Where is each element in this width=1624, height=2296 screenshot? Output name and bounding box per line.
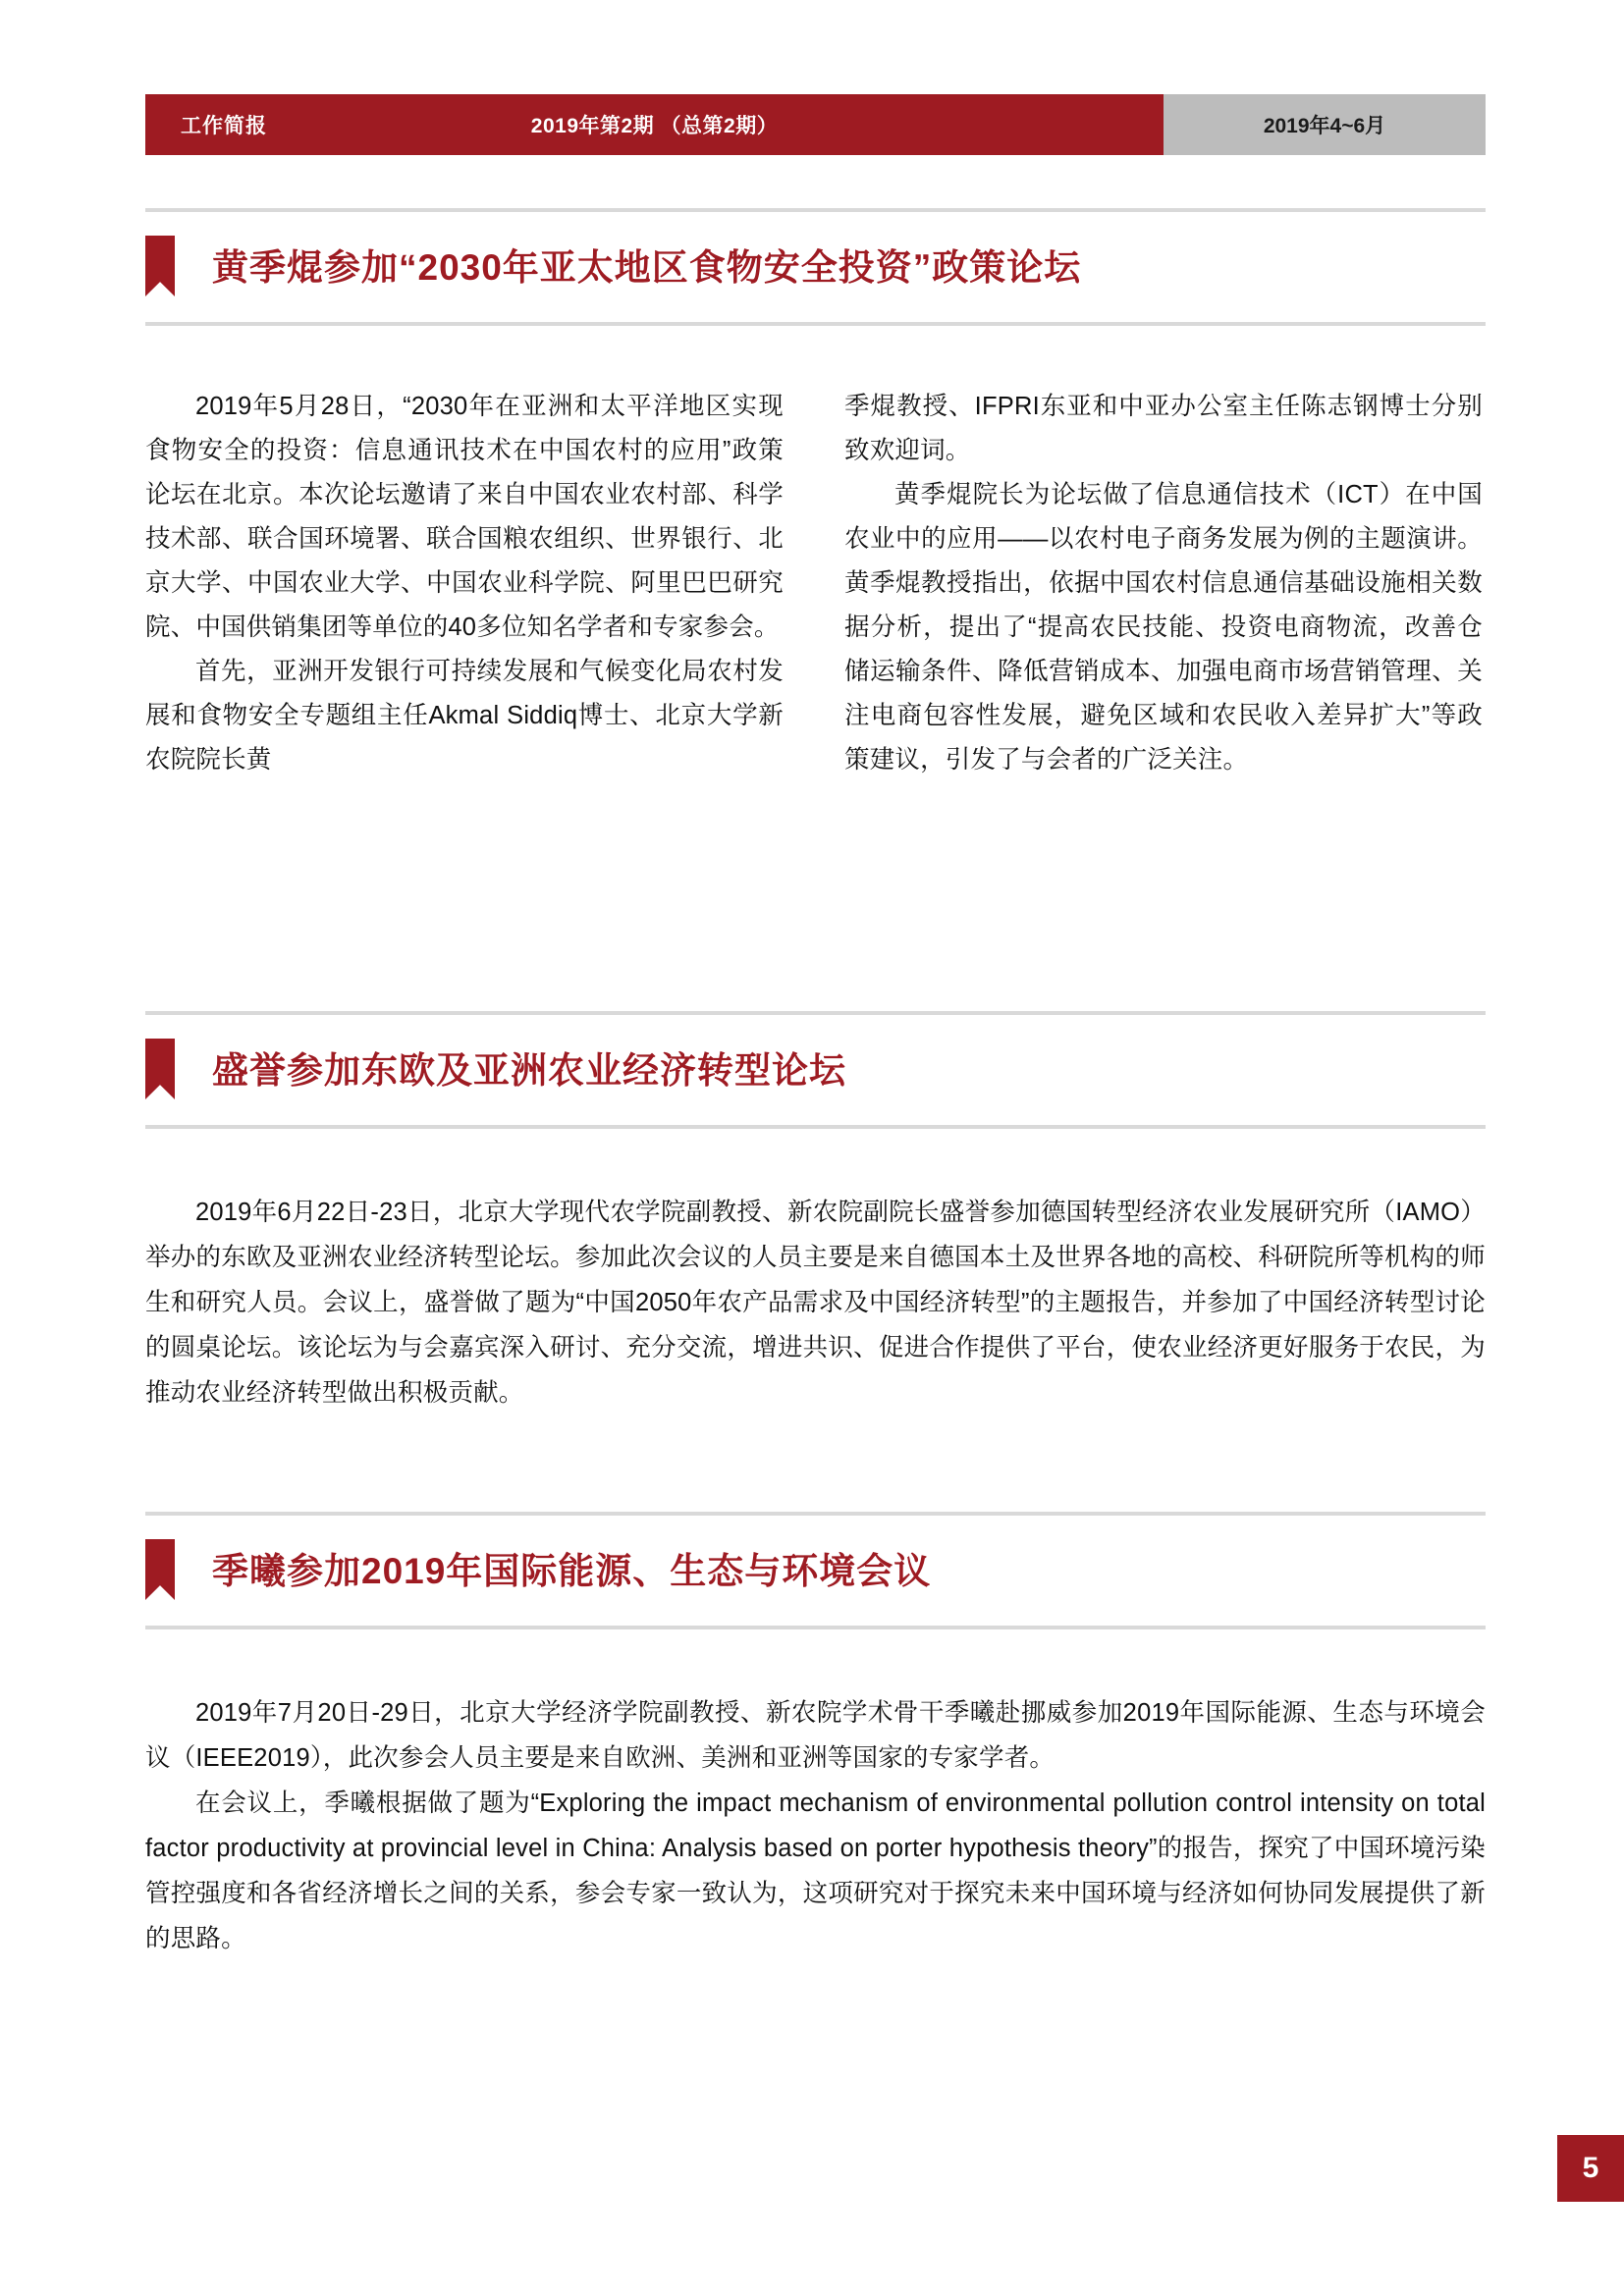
section-1-column-left [145, 385, 784, 782]
period-label: 2019年4~6月 [1164, 94, 1486, 155]
section-3-heading [145, 1512, 1486, 1629]
divider-bottom [145, 1125, 1486, 1129]
bookmark-flag-icon [145, 236, 175, 296]
publication-title: 工作简报 [181, 115, 267, 137]
section-2-title: 盛誉参加东欧及亚洲农业经济转型论坛 [212, 1050, 846, 1091]
section-1-title: 黄季焜参加“2030年亚太地区食物安全投资”政策论坛 [212, 247, 1082, 288]
paragraph: 2019年5月28日，“2030年在亚洲和太平洋地区实现食物安全的投资：信息通讯技术在中国农村的应用”政策论坛在北京。本次论坛邀请了来自中国农业农村部、科学技术部、联合国环境署、联合国粮农组织、世界银行、北京大学、中国农业大学、中国农业科学院、阿里巴巴研究院、中国供销集团等单位的40多位知名学者和专家参会。 [145, 393, 784, 641]
section-3-title: 季曦参加2019年国际能源、生态与环境会议 [212, 1551, 932, 1591]
divider-top [145, 208, 1486, 212]
divider-top [145, 1011, 1486, 1015]
paragraph: 首先，亚洲开发银行可持续发展和气候变化局农村发展和食物安全专题组主任Akmal Siddiq博士、北京大学新农院院长黄 [145, 658, 784, 774]
section-3 [145, 1512, 1486, 1629]
section-1 [145, 208, 1486, 326]
section-2-body [145, 1190, 1486, 1415]
section-2-heading [145, 1011, 1486, 1129]
paragraph: 2019年7月20日-29日，北京大学经济学院副教授、新农院学术骨干季曦赴挪威参加2019年国际能源、生态与环境会议（IEEE2019），此次参会人员主要是来自欧洲、美洲和亚洲等国家的专家学者。 [145, 1699, 1486, 1772]
paragraph: 季焜教授、IFPRI东亚和中亚办公室主任陈志钢博士分别致欢迎词。 [844, 393, 1483, 464]
divider-bottom [145, 322, 1486, 326]
section-1-columns [145, 385, 1483, 782]
paragraph: 2019年6月22日-23日，北京大学现代农学院副教授、新农院副院长盛誉参加德国转型经济农业发展研究所（IAMO）举办的东欧及亚洲农业经济转型论坛。参加此次会议的人员主要是来自德国本土及世界各地的高校、科研院所等机构的师生和研究人员。会议上，盛誉做了题为“中国2050年农产品需求及中国经济转型”的主题报告，并参加了中国经济转型讨论的圆桌论坛。该论坛为与会嘉宾深入研讨、充分交流，增进共识、促进合作提供了平台，使农业经济更好服务于农民，为推动农业经济转型做出积极贡献。 [145, 1199, 1486, 1407]
bookmark-flag-icon [145, 1539, 175, 1600]
issue-label: 2019年第2期 （总第2期） [530, 115, 779, 137]
paragraph: 黄季焜院长为论坛做了信息通信技术（ICT）在中国农业中的应用——以农村电子商务发展为例的主题演讲。黄季焜教授指出，依据中国农村信息通信基础设施相关数据分析，提出了“提高农民技能、投资电商物流，改善仓储运输条件、降低营销成本、加强电商市场营销管理、关注电商包容性发展，避免区域和农民收入差异扩大”等政策建议，引发了与会者的广泛关注。 [844, 481, 1483, 774]
bookmark-flag-icon [145, 1039, 175, 1099]
section-1-heading [145, 208, 1486, 326]
section-2 [145, 1011, 1486, 1129]
page-number-badge: 5 [1557, 2135, 1624, 2202]
page-header [145, 94, 1486, 155]
divider-bottom [145, 1626, 1486, 1629]
section-3-body [145, 1690, 1486, 1961]
divider-top [145, 1512, 1486, 1516]
section-1-column-right [844, 385, 1483, 782]
paragraph: 在会议上，季曦根据做了题为“Exploring the impact mechanism of environmental pollution control intensity on total factor productivity at provincial level in China: Analysis based on porter hypothesis theory”的报告，探究了中国环境污染管控强度和各省经济增长之间的关系，参会专家一致认为，这项研究对于探究未来中国环境与经济如何协同发展提供了新的思路。 [145, 1789, 1486, 1952]
header-left-band [145, 94, 1164, 155]
